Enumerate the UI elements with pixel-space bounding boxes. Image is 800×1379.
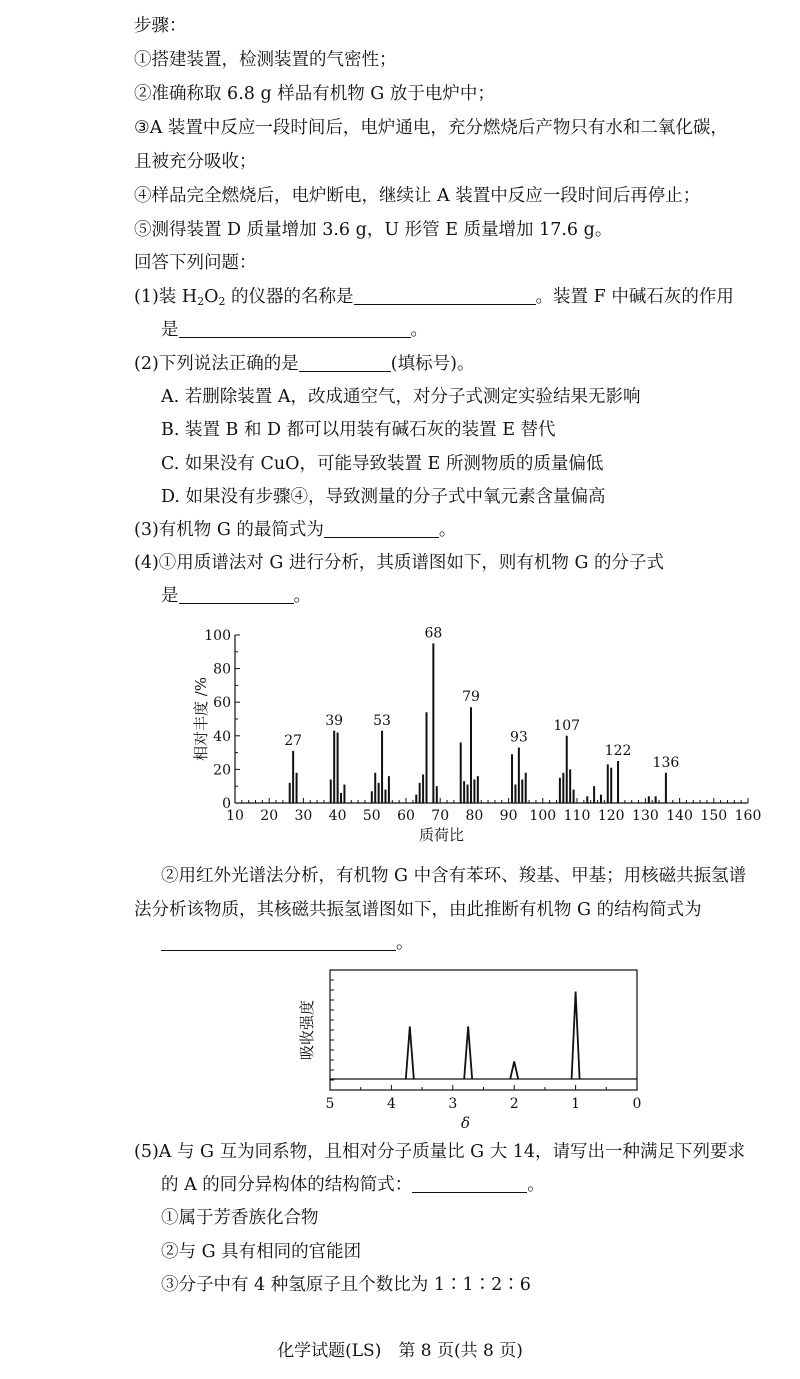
ms-x-tick-label: 30 — [294, 808, 313, 824]
question-2 — [134, 352, 474, 376]
step-3-line-2: 且被充分吸收； — [134, 152, 257, 172]
ms-x-tick-label: 120 — [597, 808, 625, 824]
ms-x-tick-label: 100 — [529, 808, 557, 824]
q3-prefix: (3)有机物 G 的最简式为 — [134, 520, 324, 540]
ms-y-tick-label: 0 — [222, 796, 231, 812]
q2-option-a: A. 若删除装置 A，改成通空气，对分子式测定实验结果无影响 — [161, 387, 641, 407]
page-footer: 化学试题(LS) 第 8 页(共 8 页) — [277, 1341, 523, 1361]
nmr-x-axis-title: δ — [460, 1114, 471, 1132]
q1-after-blank: 。装置 F 中碱石灰的作用 — [535, 287, 734, 307]
answer-blank-q2[interactable] — [299, 353, 391, 372]
q5-line-2-prefix: 的 A 的同分异构体的结构简式： — [161, 1175, 413, 1195]
q1-line-2-prefix: 是 — [161, 320, 179, 340]
q1-line-2-end: 。 — [410, 320, 428, 340]
answer-blank-q4-formula[interactable] — [179, 585, 294, 604]
q1-mid-1: O — [204, 287, 219, 307]
ms-y-tick-label: 60 — [213, 695, 231, 712]
nmr-peak — [572, 992, 580, 1080]
ms-peak-label: 27 — [284, 732, 303, 749]
ms-x-tick-label: 160 — [734, 808, 762, 824]
question-5-line-1: (5)A 与 G 互为同系物，且相对分子质量比 G 大 14，请写出一种满足下列要求 — [134, 1142, 746, 1162]
q5-requirement-1: ①属于芳香族化合物 — [161, 1208, 319, 1228]
ms-peak-label: 68 — [424, 625, 443, 642]
nmr-peak — [464, 1027, 472, 1080]
ms-x-tick-label: 40 — [328, 808, 347, 824]
ms-x-tick-label: 130 — [632, 808, 659, 824]
ms-x-tick-label: 50 — [362, 808, 381, 824]
ms-peak-label: 93 — [509, 729, 528, 746]
nmr-x-tick-label: 1 — [571, 1096, 581, 1112]
nmr-x-tick-label: 4 — [386, 1096, 396, 1112]
question-4-part-2-line-2: 法分析该物质，其核磁共振氢谱图如下，由此推断有机物 G 的结构简式为 — [134, 900, 702, 920]
q4-part-1-end: 。 — [293, 586, 311, 606]
q1-prefix: (1)装 H — [134, 287, 198, 307]
q4-part-2-end: 。 — [396, 933, 414, 953]
q2-suffix: (填标号)。 — [390, 354, 475, 374]
questions-heading: 回答下列问题： — [134, 253, 257, 273]
q5-requirement-3: ③分子中有 4 种氢原子且个数比为 1∶1∶2∶6 — [161, 1275, 531, 1295]
nmr-peak — [510, 1062, 518, 1080]
step-2: ②准确称取 6.8 g 样品有机物 G 放于电炉中； — [134, 84, 495, 104]
answer-blank-q3[interactable] — [324, 519, 439, 538]
ms-peak-label: 79 — [462, 689, 480, 706]
nmr-x-tick-label: 0 — [632, 1096, 642, 1112]
ms-peak-label: 39 — [325, 712, 344, 729]
ms-x-tick-label: 140 — [666, 808, 693, 824]
question-4-part-1-line-2 — [161, 584, 311, 608]
q2-prefix: (2)下列说法正确的是 — [134, 354, 299, 374]
ms-peak-label: 136 — [652, 754, 680, 771]
q2-option-c: C. 如果没有 CuO，可能导致装置 E 所测物质的质量偏低 — [161, 454, 604, 474]
mass-spectrum-chart — [180, 615, 780, 850]
ms-x-tick-label: 20 — [260, 808, 279, 824]
question-4-part-1-line-1: (4)①用质谱法对 G 进行分析，其质谱图如下，则有机物 G 的分子式 — [134, 553, 664, 573]
q3-suffix: 。 — [438, 520, 457, 540]
ms-y-tick-label: 100 — [204, 628, 231, 644]
step-5: ⑤测得装置 D 质量增加 3.6 g，U 形管 E 质量增加 17.6 g。 — [134, 220, 613, 240]
ms-x-tick-label: 10 — [226, 808, 244, 824]
nmr-frame — [330, 970, 637, 1090]
steps-heading: 步骤： — [134, 16, 187, 36]
ms-x-tick-label: 60 — [397, 808, 415, 824]
ms-peak-label: 122 — [604, 743, 632, 759]
q1-sub-2: 2 — [218, 295, 226, 308]
answer-blank-q4-structure[interactable] — [161, 932, 396, 951]
ms-x-tick-label: 110 — [563, 808, 591, 824]
q1-sub-1: 2 — [197, 295, 205, 308]
ms-x-axis-title: 质荷比 — [418, 826, 465, 844]
nmr-x-tick-label: 2 — [509, 1096, 519, 1112]
ms-x-tick-label: 70 — [431, 808, 450, 824]
nmr-peak — [406, 1027, 414, 1080]
question-4-part-2-line-3 — [161, 931, 414, 955]
nmr-y-axis-title: 吸收强度 — [298, 999, 316, 1061]
question-5-line-2 — [161, 1173, 545, 1197]
q4-part-1-prefix: 是 — [161, 586, 179, 606]
question-4-part-2-line-1: ②用红外光谱法分析，有机物 G 中含有苯环、羧基、甲基；用核磁共振氢谱 — [161, 866, 747, 886]
ms-y-axis-title: 相对丰度 /% — [192, 676, 210, 762]
q1-mid-2: 的仪器的名称是 — [225, 287, 354, 307]
ms-peak-label: 53 — [373, 712, 391, 729]
ms-peak-label: 107 — [553, 717, 581, 734]
answer-blank-q1-function[interactable] — [179, 319, 411, 338]
q5-requirement-2: ②与 G 具有相同的官能团 — [161, 1242, 362, 1262]
ms-y-tick-label: 20 — [213, 762, 231, 779]
step-4: ④样品完全燃烧后，电炉断电，继续让 A 装置中反应一段时间后再停止； — [134, 186, 701, 206]
ms-y-tick-label: 80 — [213, 661, 231, 678]
answer-blank-q1-instrument[interactable] — [354, 286, 536, 305]
answer-blank-q5[interactable] — [412, 1174, 527, 1193]
question-3 — [134, 518, 456, 542]
nmr-spectrum-chart — [290, 960, 660, 1135]
ms-x-tick-label: 90 — [499, 808, 518, 824]
question-1-line-1 — [134, 285, 734, 314]
q2-option-d: D. 如果没有步骤④，导致测量的分子式中氧元素含量偏高 — [161, 487, 606, 507]
ms-x-tick-label: 80 — [465, 808, 484, 824]
q5-line-2-end: 。 — [527, 1175, 545, 1195]
step-1: ①搭建装置，检测装置的气密性； — [134, 50, 397, 70]
ms-y-tick-label: 40 — [213, 728, 231, 745]
step-3-line-1: ③A 装置中反应一段时间后，电炉通电，充分燃烧后产物只有水和二氧化碳， — [134, 118, 728, 138]
q2-option-b: B. 装置 B 和 D 都可以用装有碱石灰的装置 E 替代 — [161, 420, 556, 440]
ms-x-tick-label: 150 — [700, 808, 728, 824]
nmr-x-tick-label: 3 — [448, 1096, 458, 1112]
question-1-line-2 — [161, 318, 428, 342]
nmr-x-tick-label: 5 — [325, 1096, 335, 1112]
